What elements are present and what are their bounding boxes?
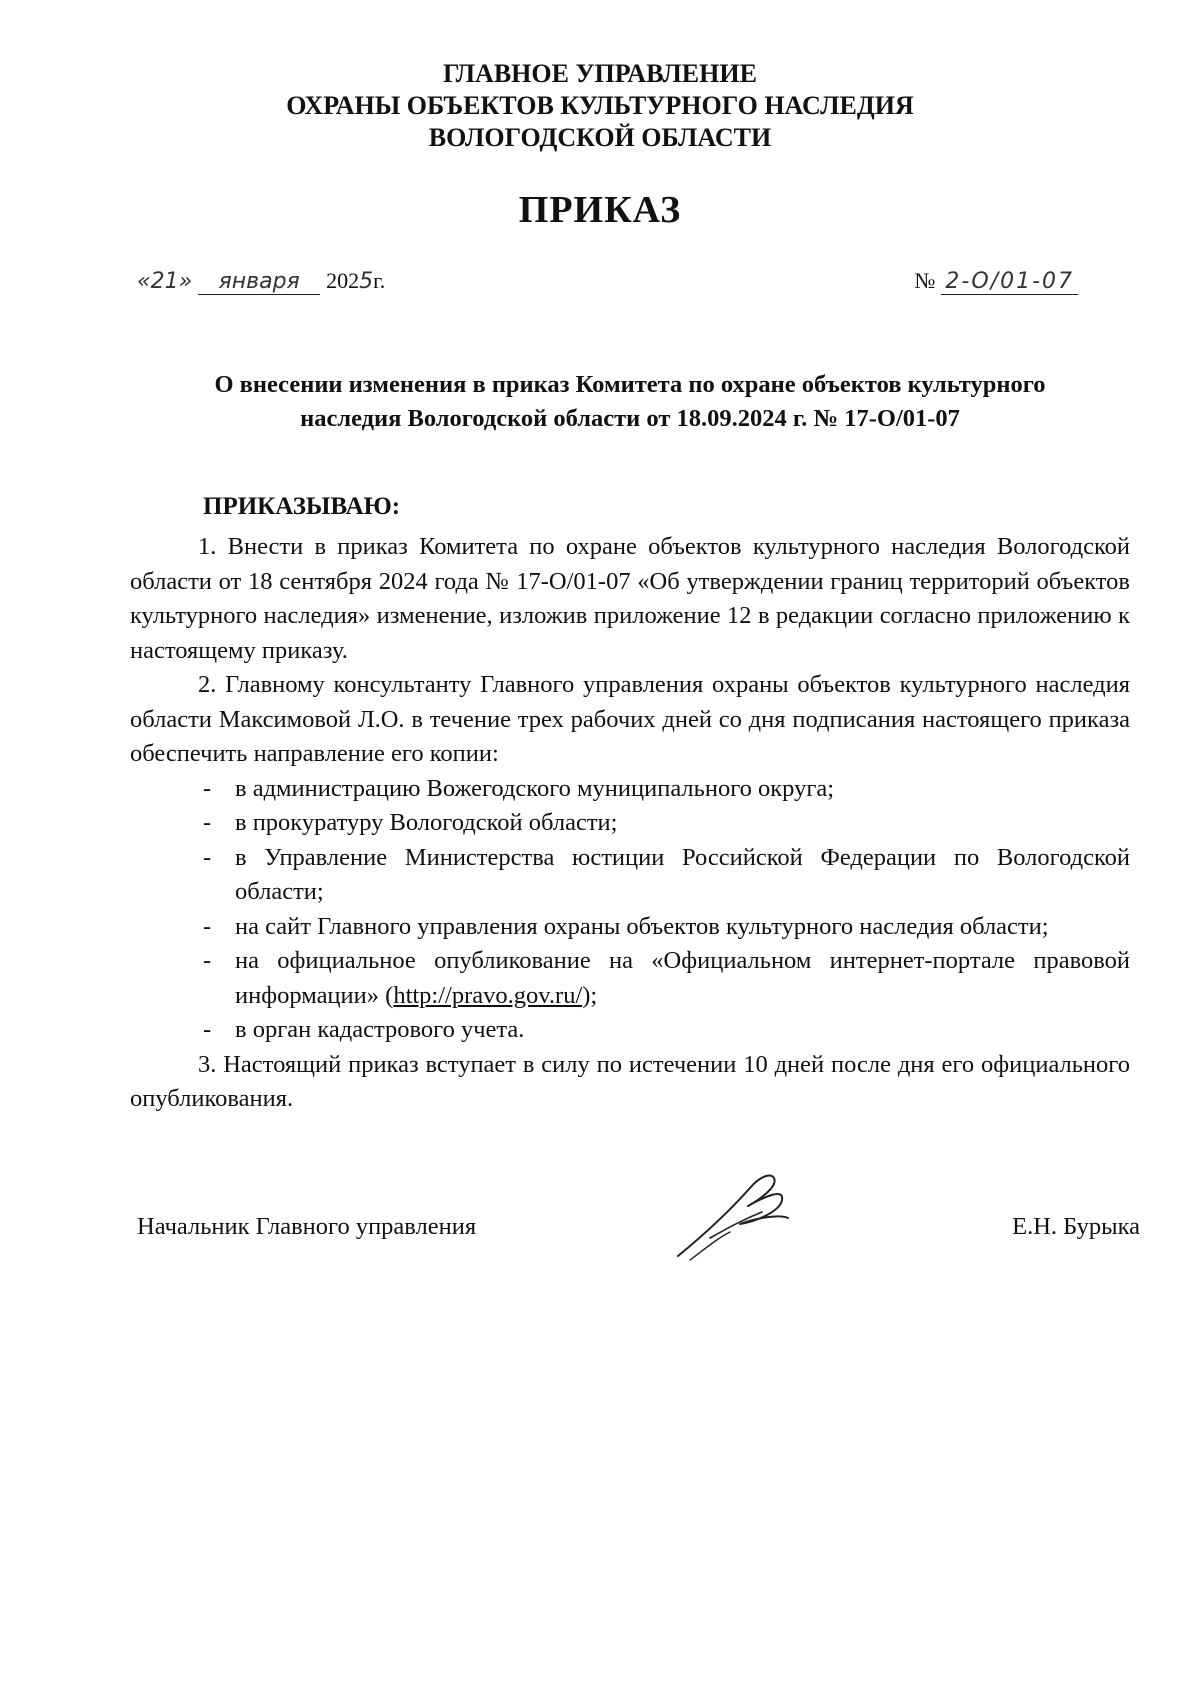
list-dash: - (203, 947, 212, 974)
list-item-text: в администрацию Вожегодского муниципального округа; (235, 774, 835, 802)
list-item-text: в прокуратуру Вологодской области; (235, 809, 618, 836)
list-item (130, 944, 1130, 1013)
number-sign: № (914, 268, 936, 293)
organization-header (0, 58, 1200, 154)
paragraph-2: 2. Главному консультанту Главного управления охраны объектов культурного наследия области Максимовой Л.О. в течение трех рабочих дней со дня подписания настоящего приказа обеспечить направление его копии: (130, 671, 1130, 767)
list-item-text: в орган кадастрового учета. (235, 1016, 525, 1043)
list-item (130, 806, 1130, 841)
document-title: ПРИКАЗ (518, 189, 682, 231)
list-dash: - (203, 1016, 212, 1043)
number-value: 2-О/01-07 (941, 269, 1078, 295)
signatory-position: Начальник Главного управления (137, 1213, 477, 1240)
list-item-text: на официальное опубликование на «Официальном интернет-портале правовой информации» ( (235, 947, 1130, 1009)
list-dash: - (203, 912, 212, 940)
list-item-text: в Управление Министерства юстиции Российской Федерации по Вологодской области; (235, 843, 1130, 905)
list-item (130, 841, 1130, 910)
order-subject (140, 368, 1120, 436)
list-item (130, 910, 1130, 945)
order-number (914, 268, 1078, 295)
recipients-list (130, 772, 1130, 1048)
subject-line-2: наследия Вологодской области от 18.09.2024 г. № 17-О/01-07 (300, 405, 960, 432)
list-item-text: на сайт Главного управления охраны объектов культурного наследия области; (235, 912, 1049, 940)
paragraph-3: 3. Настоящий приказ вступает в силу по истечении 10 дней после дня его официального опубликования. (130, 1050, 1130, 1112)
list-item-end: ); (582, 981, 598, 1009)
order-body (130, 530, 1130, 1117)
pravo-link[interactable]: http://pravo.gov.ru/ (393, 981, 583, 1009)
date-year-hand: 5 (359, 269, 374, 294)
paragraph-1: 1. Внести в приказ Комитета по охране объектов культурного наследия Вологодской области от 18 сентября 2024 года № 17-О/01-07 «Об утверждении границ территорий объектов культурного наследия» изменение, изложив приложение 12 в редакции согласно приложению к настоящему приказу. (130, 533, 1130, 664)
signatory-name: Е.Н. Бурыка (1012, 1213, 1140, 1240)
date-year-suffix: г. (373, 268, 386, 293)
order-date (137, 268, 385, 295)
header-line-2: ОХРАНЫ ОБЪЕКТОВ КУЛЬТУРНОГО НАСЛЕДИЯ (286, 91, 914, 120)
list-dash: - (203, 774, 212, 802)
header-line-3: ВОЛОГОДСКОЙ ОБЛАСТИ (428, 123, 772, 152)
header-line-1: ГЛАВНОЕ УПРАВЛЕНИЕ (443, 59, 757, 88)
list-item (130, 772, 1130, 807)
list-dash: - (203, 843, 212, 871)
date-year-prefix: 202 (326, 268, 360, 293)
date-month: января (198, 269, 320, 295)
list-item (130, 1013, 1130, 1048)
handwritten-signature (670, 1168, 800, 1263)
order-directive: ПРИКАЗЫВАЮ: (203, 493, 401, 520)
date-day: «21» (137, 269, 193, 294)
subject-line-1: О внесении изменения в приказ Комитета по охране объектов культурного (214, 371, 1046, 398)
list-dash: - (203, 809, 212, 836)
